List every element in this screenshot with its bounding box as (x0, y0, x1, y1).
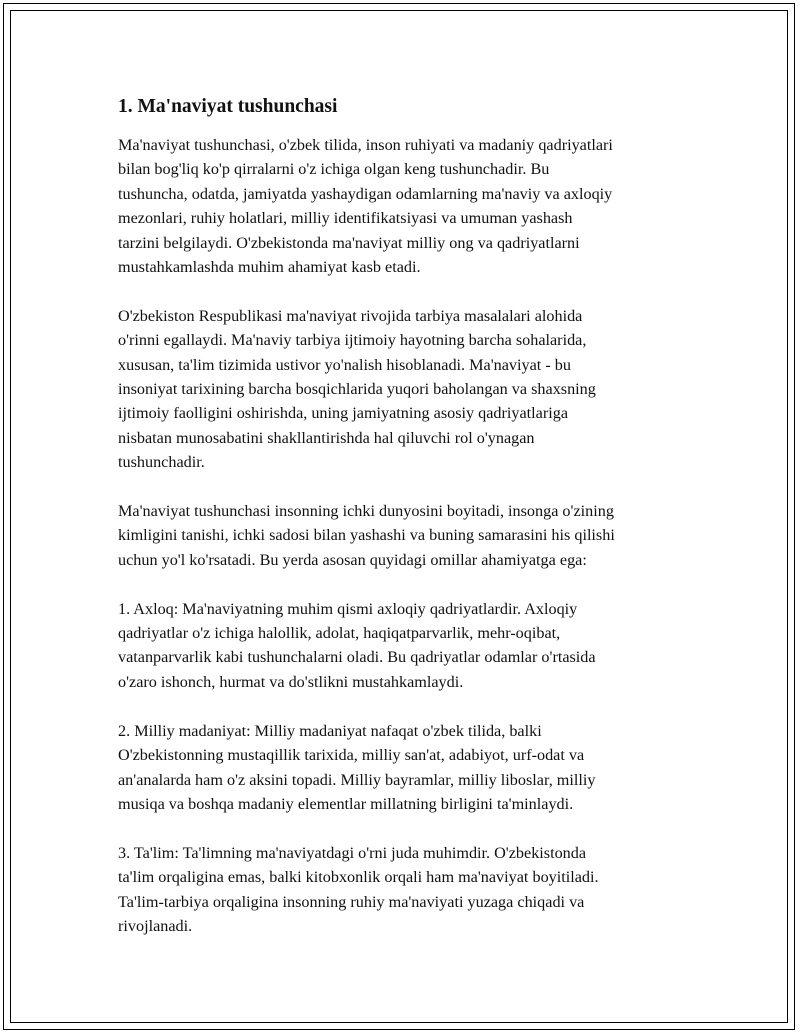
text-line: an'analarda ham o'z aksini topadi. Milliy bayramlar, milliy liboslar, milliy (118, 770, 596, 789)
paragraph-definition (118, 133, 708, 279)
text-line: mezonlari, ruhiy holatlari, milliy identifikatsiyasi va umuman yashash (118, 209, 573, 228)
text-line: 3. Ta'lim: Ta'limning ma'naviyatdagi o'rni juda muhimdir. O'zbekistonda (118, 843, 587, 862)
text-line: mustahkamlashda muhim ahamiyat kasb etadi. (118, 258, 421, 277)
text-line: musiqa va boshqa madaniy elementlar millatning birligini ta'minlaydi. (118, 794, 574, 813)
text-line: kimligini tanishi, ichki sadosi bilan yashashi va buning samarasini his qilishi (118, 526, 615, 545)
text-line: tushuncha, odatda, jamiyatda yashaydigan odamlarning ma'naviy va axloqiy (118, 184, 613, 203)
text-line: uchun yo'l ko'rsatadi. Bu yerda asosan quyidagi omillar ahamiyatga ega: (118, 550, 587, 569)
text-line: 1. Axloq: Ma'naviyatning muhim qismi axloqiy qadriyatlardir. Axloqiy (118, 599, 578, 618)
text-line: xususan, ta'lim tizimida ustivor yo'nalish hisoblanadi. Ma'naviyat - bu (118, 355, 571, 374)
text-line: ijtimoiy faolligini oshirishda, uning jamiyatning asosiy qadriyatlariga (118, 404, 569, 423)
text-line: nisbatan munosabatini shakllantirishda hal qiluvchi rol o'ynagan (118, 428, 535, 447)
text-line: qadriyatlar o'z ichiga halollik, adolat, haqiqatparvarlik, mehr-oqibat, (118, 624, 561, 643)
text-line: tarzini belgilaydi. O'zbekistonda ma'naviyat milliy ong va qadriyatlarni (118, 233, 580, 252)
list-item-education (118, 841, 708, 939)
document-body (118, 93, 708, 963)
list-item-ethics (118, 597, 708, 695)
text-line: O'zbekistonning mustaqillik tarixida, milliy san'at, adabiyot, urf-odat va (118, 746, 585, 765)
list-item-national-culture (118, 719, 708, 817)
text-line: bilan bog'liq ko'p qirralarni o'z ichiga olgan keng tushunchadir. Bu (118, 160, 550, 179)
section-heading: 1. Ma'naviyat tushunchasi (118, 96, 338, 117)
text-line: tushunchadir. (118, 453, 205, 472)
text-line: rivojlanadi. (118, 916, 193, 935)
text-line: O'zbekiston Respublikasi ma'naviyat rivojida tarbiya masalalari alohida (118, 306, 583, 325)
text-line: vatanparvarlik kabi tushunchalarni oladi. Bu qadriyatlar odamlar o'rtasida (118, 648, 596, 667)
text-line: ta'lim orqaligina emas, balki kitobxonlik orqali ham ma'naviyat boyitiladi. (118, 868, 599, 887)
text-line: Ta'lim-tarbiya orqaligina insonning ruhiy ma'naviyati yuzaga chiqadi va (118, 892, 585, 911)
paragraph-education (118, 304, 708, 475)
text-line: o'zaro ishonch, hurmat va do'stlikni mustahkamlaydi. (118, 672, 464, 691)
text-line: Ma'naviyat tushunchasi insonning ichki dunyosini boyitadi, insonga o'zining (118, 502, 614, 521)
text-line: insoniyat tarixining barcha bosqichlarida yuqori baholangan va shaxsning (118, 380, 596, 399)
text-line: Ma'naviyat tushunchasi, o'zbek tilida, inson ruhiyati va madaniy qadriyatlari (118, 136, 613, 154)
paragraph-inner-world (118, 499, 708, 572)
text-line: 2. Milliy madaniyat: Milliy madaniyat nafaqat o'zbek tilida, balki (118, 721, 542, 740)
text-line: o'rinni egallaydi. Ma'naviy tarbiya ijtimoiy hayotning barcha sohalarida, (118, 331, 587, 350)
